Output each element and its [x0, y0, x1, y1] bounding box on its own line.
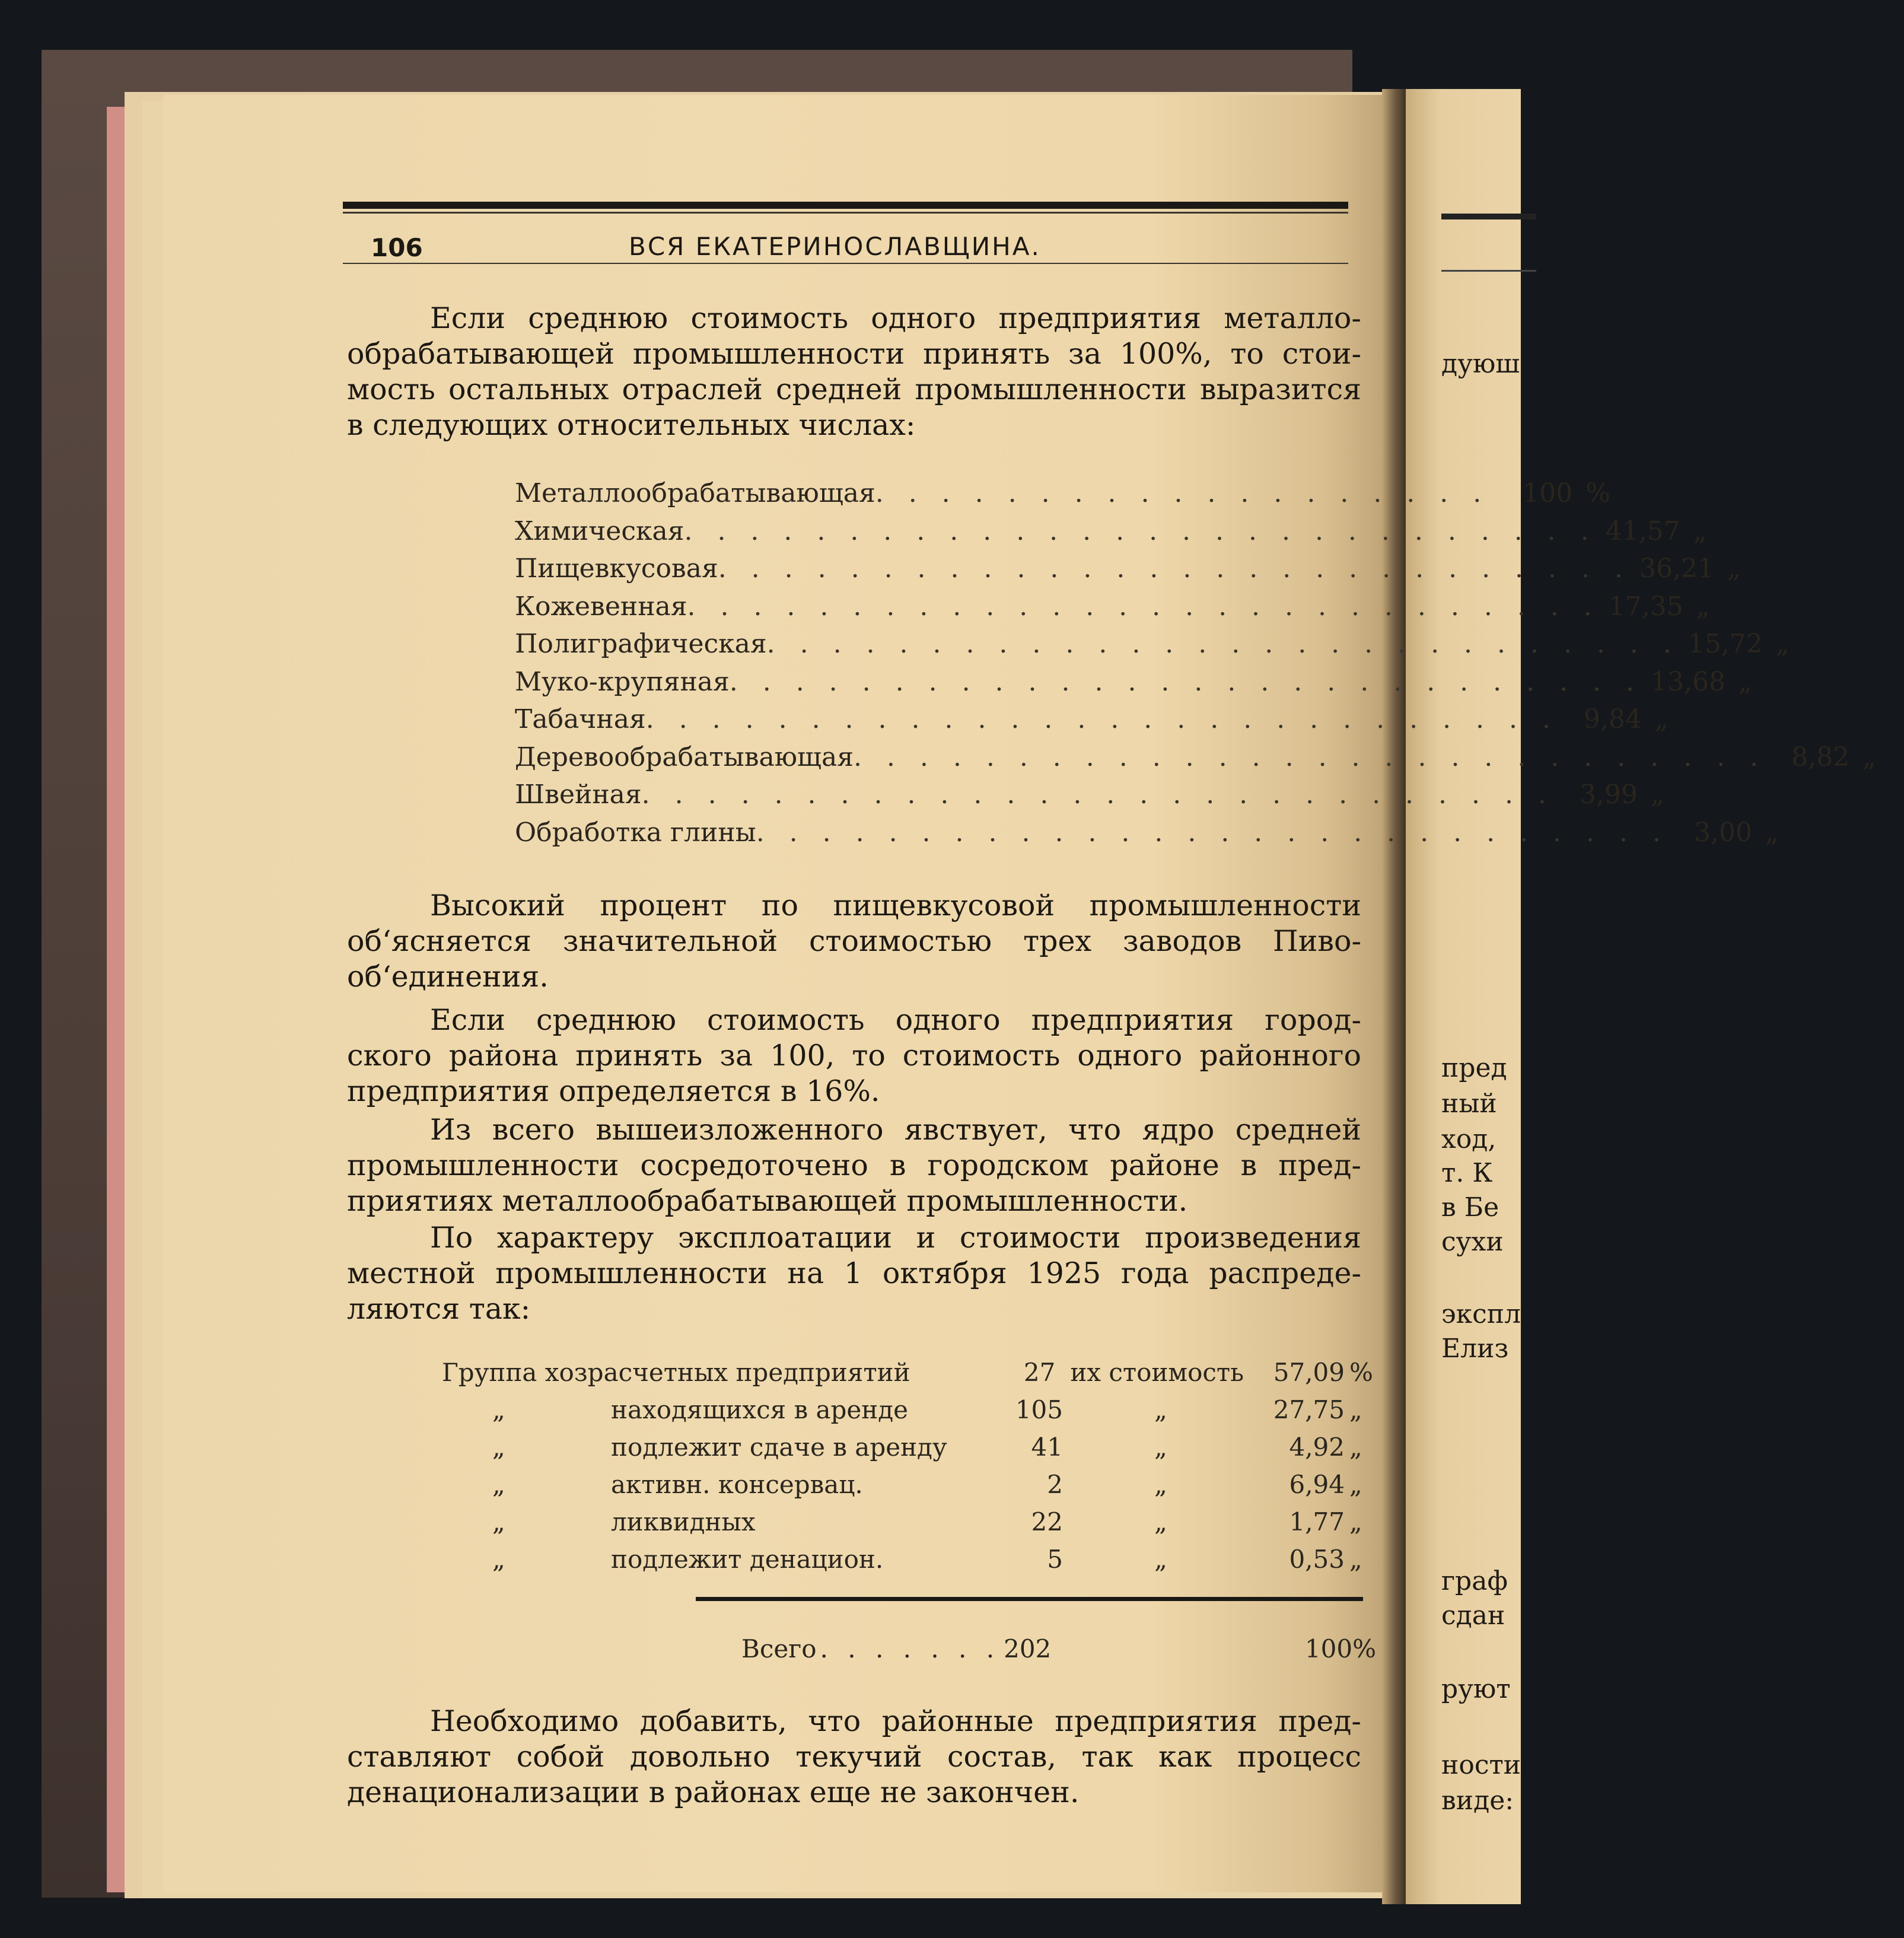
branch-unit: „: [1862, 742, 1876, 772]
group-prefix: „: [492, 1470, 505, 1499]
group-mid: „: [1154, 1395, 1167, 1424]
group-mid: „: [1154, 1433, 1167, 1462]
group-prefix: „: [492, 1507, 505, 1536]
intro-paragraph: [347, 301, 1361, 443]
group-value: 1,77: [1289, 1507, 1345, 1536]
branch-unit: „: [1739, 666, 1752, 697]
list-item: Швейная . . . . . . . . . . . . . . . . . . . . . . . . . . . . 3,99 „: [515, 776, 1227, 814]
header-rule-under: [343, 263, 1348, 264]
total-row: Всего . . . . . . . 202 100%: [741, 1634, 1376, 1663]
branch-value: 17,35: [1608, 591, 1683, 622]
list-item: Полиграфическая . . . . . . . . . . . . . . . . . . . . . . . . . . . . 15,72 „: [515, 625, 1227, 663]
branch-unit: „: [1654, 704, 1669, 734]
text-line: обрабатывающей промышленности принять за 100%, то стои-: [347, 337, 1361, 371]
right-page-fragment: т. К: [1441, 1158, 1493, 1188]
table-row: [442, 1503, 1376, 1541]
text-line: ского района принять за 100, то стоимость одного районного: [347, 1039, 1361, 1073]
text-line: ставляют собой довольно текучий состав, так как процесс: [347, 1740, 1361, 1774]
group-count: 2: [1047, 1470, 1063, 1499]
branch-value: 13,68: [1651, 666, 1726, 697]
group-value: 57,09: [1273, 1358, 1345, 1387]
right-page-header-rule-thin: [1441, 270, 1536, 272]
group-mid: их стоимость: [1070, 1358, 1244, 1387]
text-line: Высокий процент по пищевкусовой промышленности: [430, 889, 1361, 922]
text-line: Из всего вышеизложенного явствует, что ядро средней: [430, 1113, 1361, 1147]
closing-paragraph: [347, 1704, 1361, 1810]
branch-value: 15,72: [1688, 629, 1763, 659]
group-prefix: „: [492, 1433, 505, 1462]
text-line: об‘единения.: [347, 960, 549, 994]
right-page-fragment: дуюш: [1441, 349, 1520, 379]
branch-value: 9,84: [1584, 704, 1642, 734]
branch-value: 41,57: [1605, 515, 1680, 546]
paragraph-exploitation: [347, 1220, 1361, 1327]
right-page-fragment: руют: [1441, 1674, 1511, 1704]
group-name: хозрасчетных предприятий: [545, 1358, 910, 1387]
list-item: Муко-крупяная . . . . . . . . . . . . . . . . . . . . . . . . . . . . 13,68 „: [515, 663, 1227, 701]
branch-value: 3,99: [1579, 779, 1638, 810]
group-name: ликвидных: [611, 1507, 756, 1536]
group-mid: „: [1154, 1545, 1167, 1574]
right-page-fragment: экспл: [1441, 1299, 1521, 1329]
branch-cost-list: [515, 475, 1876, 851]
branch-unit: „: [1693, 515, 1707, 546]
group-unit: „: [1349, 1470, 1362, 1499]
table-row: [442, 1541, 1376, 1578]
group-unit: %: [1349, 1358, 1373, 1387]
branch-name: Полиграфическая: [515, 629, 767, 659]
total-value: 100%: [1304, 1634, 1376, 1663]
right-page-fragment: сдан: [1441, 1600, 1505, 1631]
paragraph-brewery: [347, 888, 1361, 995]
right-page-fragment: пред: [1441, 1053, 1507, 1083]
branch-name: Пищевкусовая: [515, 553, 718, 584]
branch-name: Металлообрабатывающая: [515, 478, 875, 508]
group-count: 5: [1047, 1545, 1063, 1574]
branch-unit: %: [1585, 478, 1611, 508]
list-item: Пищевкусовая . . . . . . . . . . . . . . . . . . . . . . . . . . . . 36,21 „: [515, 550, 1227, 588]
group-prefix: „: [492, 1545, 505, 1574]
group-value: 0,53: [1289, 1545, 1345, 1574]
list-item: Металлообрабатывающая . . . . . . . . . . . . . . . . . . . 100 %: [515, 475, 1227, 513]
branch-name: Кожевенная: [515, 591, 687, 622]
group-value: 27,75: [1273, 1395, 1345, 1424]
group-unit: „: [1349, 1395, 1362, 1424]
table-row: [442, 1466, 1376, 1503]
branch-unit: „: [1650, 779, 1664, 810]
group-mid: „: [1154, 1507, 1167, 1536]
group-unit: „: [1349, 1507, 1362, 1536]
group-mid: „: [1154, 1470, 1167, 1499]
right-page-fragment: граф: [1441, 1566, 1508, 1596]
text-line: мость остальных отраслей средней промышленности выразится: [347, 373, 1361, 406]
total-label: Всего: [741, 1634, 817, 1663]
total-rule: [696, 1597, 1363, 1601]
table-row: [442, 1428, 1376, 1466]
text-line: предприятия определяется в 16%.: [347, 1074, 880, 1108]
right-page-fragment: ности: [1441, 1750, 1521, 1780]
list-item: Кожевенная . . . . . . . . . . . . . . . . . . . . . . . . . . . . 17,35 „: [515, 588, 1227, 626]
list-item: Деревообрабатывающая . . . . . . . . . . . . . . . . . . . . . . . . . . . . 8,82 „: [515, 739, 1227, 777]
text-line: Если среднюю стоимость одного предприятия металло-: [430, 301, 1361, 335]
group-name: находящихся в аренде: [611, 1395, 908, 1424]
group-unit: „: [1349, 1433, 1362, 1462]
right-page-header-rule: [1441, 214, 1536, 219]
group-count: 22: [1031, 1507, 1063, 1536]
group-value: 6,94: [1289, 1470, 1345, 1499]
text-line: об‘ясняется значительной стоимостью трех заводов Пиво-: [347, 924, 1361, 958]
right-page-fragment: Елиз: [1441, 1334, 1509, 1364]
branch-value: 3,00: [1693, 817, 1752, 848]
total-count: 202: [1004, 1634, 1052, 1663]
text-line: денационализации в районах еще не закончен.: [347, 1775, 1080, 1809]
group-value: 4,92: [1289, 1433, 1345, 1462]
branch-name: Химическая: [515, 515, 684, 546]
list-item: Табачная . . . . . . . . . . . . . . . . . . . . . . . . . . . . 9,84 „: [515, 701, 1227, 739]
branch-unit: „: [1696, 591, 1710, 622]
text-line: местной промышленности на 1 октября 1925 года распреде-: [347, 1256, 1361, 1290]
group-name: активн. консервац.: [611, 1470, 863, 1499]
right-page-fragment: ный: [1441, 1089, 1497, 1119]
book-gutter: [1382, 89, 1406, 1904]
branch-unit: „: [1765, 817, 1779, 848]
right-page-fragment: сухи: [1441, 1227, 1504, 1257]
header-rule-thin: [343, 212, 1348, 214]
branch-name: Муко-крупяная: [515, 666, 730, 697]
group-count: 41: [1031, 1433, 1063, 1462]
group-name: подлежит денацион.: [611, 1545, 884, 1574]
group-prefix: Группа: [442, 1358, 537, 1387]
text-line: приятиях металлообрабатывающей промышленности.: [347, 1184, 1188, 1218]
text-line: промышленности сосредоточено в городском районе в пред-: [347, 1148, 1361, 1182]
branch-unit: „: [1775, 629, 1790, 659]
right-page: [1406, 89, 1521, 1904]
paragraph-district: [347, 1003, 1361, 1109]
branch-unit: „: [1727, 553, 1741, 584]
branch-value: 36,21: [1639, 553, 1714, 584]
list-item: Химическая . . . . . . . . . . . . . . . . . . . . . . . . . . . . 41,57 „: [515, 513, 1227, 550]
table-row: [442, 1391, 1376, 1428]
paragraph-core: [347, 1112, 1361, 1219]
exploitation-groups-table: [442, 1354, 1376, 1578]
branch-name: Швейная: [515, 779, 642, 810]
text-line: Если среднюю стоимость одного предприятия город-: [430, 1003, 1361, 1037]
list-item: Обработка глины . . . . . . . . . . . . . . . . . . . . . . . . . . . . 3,00 „: [515, 814, 1227, 852]
text-line: в следующих относительных числах:: [347, 408, 916, 442]
branch-value: 8,82: [1791, 742, 1850, 772]
text-line: По характеру эксплоатации и стоимости произведения: [430, 1221, 1361, 1255]
running-title: ВСЯ ЕКАТЕРИНОСЛАВЩИНА.: [629, 232, 1041, 261]
text-line: ляются так:: [347, 1292, 531, 1326]
right-page-fragment: в Бе: [1441, 1192, 1499, 1223]
group-name: подлежит сдаче в аренду: [611, 1433, 947, 1462]
group-count: 105: [1015, 1395, 1063, 1424]
text-line: Необходимо добавить, что районные предприятия пред-: [430, 1704, 1361, 1738]
group-unit: „: [1349, 1545, 1362, 1574]
group-prefix: „: [492, 1395, 505, 1424]
right-page-fragment: виде:: [1441, 1786, 1514, 1816]
table-row: [442, 1354, 1376, 1391]
right-page-fragment: ход,: [1441, 1124, 1497, 1154]
branch-name: Табачная: [515, 704, 646, 734]
group-count: 27: [1023, 1358, 1056, 1387]
branch-value: 100: [1523, 478, 1573, 508]
page-number: 106: [371, 233, 423, 262]
branch-name: Обработка глины: [515, 817, 756, 848]
header-rule-thick: [343, 202, 1348, 209]
branch-name: Деревообрабатывающая: [515, 742, 854, 772]
